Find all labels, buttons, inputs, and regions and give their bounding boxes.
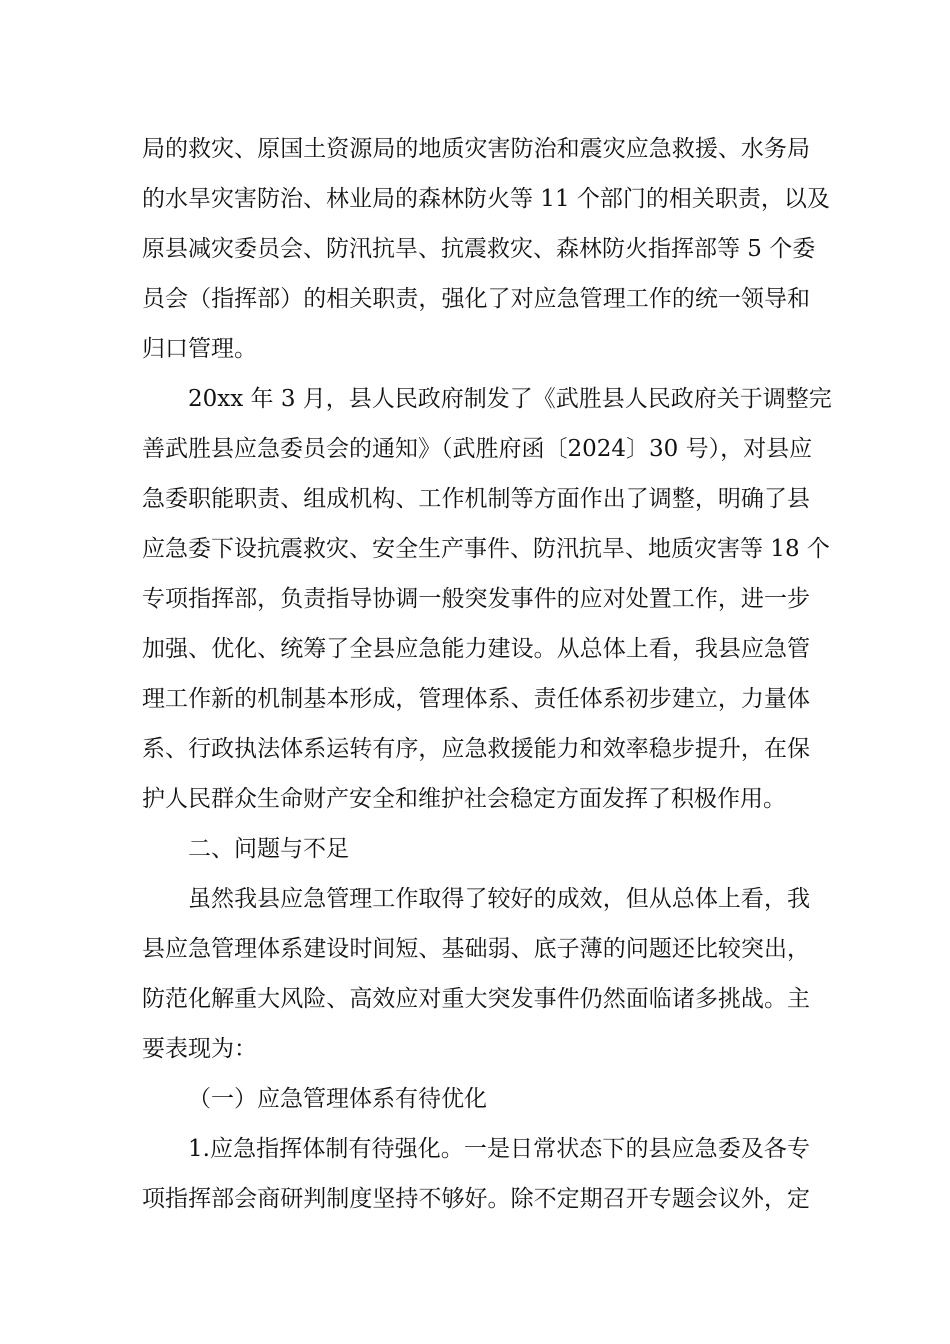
text-line-21: 1.应急指挥体制有待强化。一是日常状态下的县应急委及各专 xyxy=(188,1136,810,1162)
text-line-18: 防范化解重大风险、高效应对重大突发事件仍然面临诸多挑战。主 xyxy=(142,986,810,1012)
text-line-13: 系、行政执法体系运转有序，应急救援能力和效率稳步提升，在保 xyxy=(142,736,810,762)
text-line-2: 的水旱灾害防治、林业局的森林防火等 11 个部门的相关职责，以及 xyxy=(142,186,830,212)
section-heading-problems: 二、问题与不足 xyxy=(188,836,349,862)
text-line-5: 归口管理。 xyxy=(142,336,257,362)
text-line-17: 县应急管理体系建设时间短、基础弱、底子薄的问题还比较突出， xyxy=(142,936,810,962)
subsection-heading-1: （一）应急管理体系有待优化 xyxy=(188,1086,487,1112)
document-body xyxy=(142,124,832,1224)
text-line-12: 理工作新的机制基本形成，管理体系、责任体系初步建立，力量体 xyxy=(142,686,810,712)
text-line-16: 虽然我县应急管理工作取得了较好的成效，但从总体上看，我 xyxy=(188,886,810,912)
text-line-10: 专项指挥部，负责指导协调一般突发事件的应对处置工作，进一步 xyxy=(142,586,810,612)
text-line-4: 员会（指挥部）的相关职责，强化了对应急管理工作的统一领导和 xyxy=(142,286,810,312)
text-line-3: 原县减灾委员会、防汛抗旱、抗震救灾、森林防火指挥部等 5 个委 xyxy=(142,236,816,262)
text-line-8: 急委职能职责、组成机构、工作机制等方面作出了调整，明确了县 xyxy=(142,486,810,512)
text-line-1: 局的救灾、原国土资源局的地质灾害防治和震灾应急救援、水务局 xyxy=(142,136,810,162)
text-line-22: 项指挥部会商研判制度坚持不够好。除不定期召开专题会议外，定 xyxy=(142,1186,810,1212)
text-line-19: 要表现为： xyxy=(142,1036,257,1062)
text-line-14: 护人民群众生命财产安全和维护社会稳定方面发挥了积极作用。 xyxy=(142,786,786,812)
text-line-6: 20xx 年 3 月，县人民政府制发了《武胜县人民政府关于调整完 xyxy=(188,386,832,412)
text-line-9: 应急委下设抗震救灾、安全生产事件、防汛抗旱、地质灾害等 18 个 xyxy=(142,536,830,562)
text-line-11: 加强、优化、统筹了全县应急能力建设。从总体上看，我县应急管 xyxy=(142,636,810,662)
text-line-7: 善武胜县应急委员会的通知》（武胜府函〔2024〕30 号），对县应 xyxy=(142,436,813,462)
